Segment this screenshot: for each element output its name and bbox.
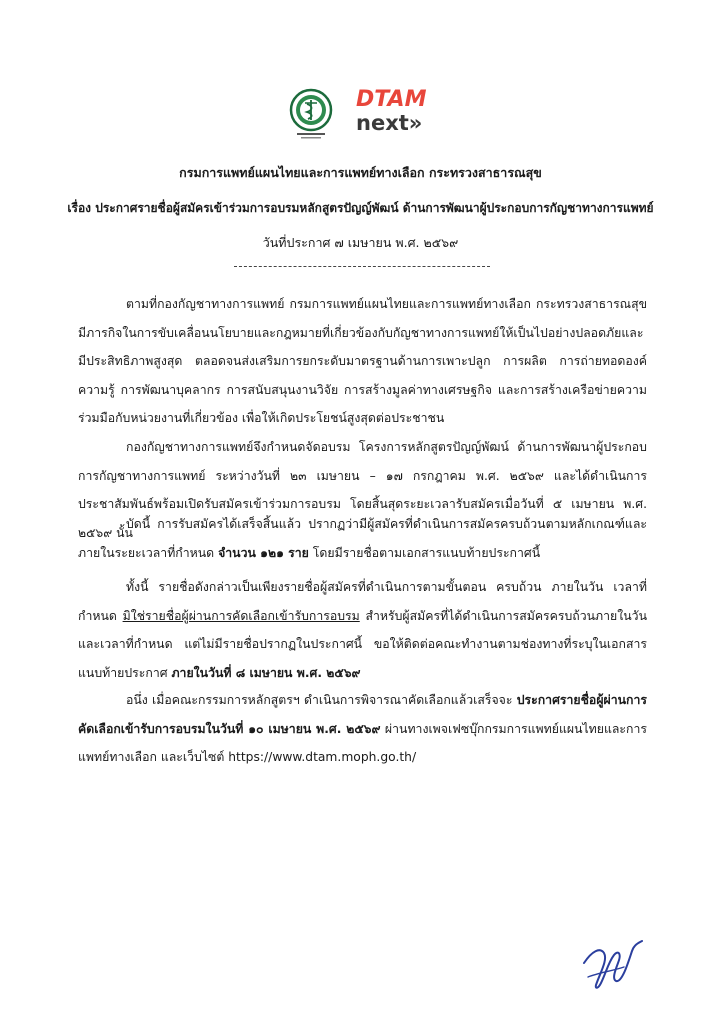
paragraph-applicant-count: [78, 510, 647, 567]
p4-text-c: สำหรับผู้สมัครที่ได้ดำเนินการสมัครครบถ้วนภายในวันและเวลาที่กำหนด แต่ไม่มีรายชื่อปรากฏในประกาศนี้ ขอให้ติดต่อคณะทำงานตามช่องทางที่ระบุในเอกสารแนบท้ายประกาศ: [78, 608, 647, 680]
result-date: ประกาศรายชื่อผู้ผ่านการคัดเลือกเข้ารับการอบรมในวันที่ ๑๐ เมษายน พ.ศ. ๒๕๖๙: [78, 693, 647, 736]
dtam-next-logo: [356, 88, 442, 138]
p3-text-a: บัดนี้ การรับสมัครได้เสร็จสิ้นแล้ว ปรากฏว่ามีผู้สมัครที่ดำเนินการสมัครครบถ้วนตามหลักเกณฑ์และภายในระยะเวลาที่กำหนด: [78, 517, 647, 560]
handwritten-signature-icon: [578, 933, 648, 995]
announcement-date: วันที่ประกาศ ๗ เมษายน พ.ศ. ๒๕๖๙: [262, 235, 459, 250]
department-title: กรมการแพทย์แผนไทยและการแพทย์ทางเลือก กระทรวงสาธารณสุข: [179, 165, 542, 180]
paragraph-result-announcement: [78, 686, 647, 772]
paragraph-background: ตามที่กองกัญชาทางการแพทย์ กรมการแพทย์แผนไทยและการแพทย์ทางเลือก กระทรวงสาธารณสุข มีภารกิจในการขับเคลื่อนนโยบายและกฎหมายที่เกี่ยวข้องกับกัญชาทางการแพทย์ให้เป็นไปอย่างปลอดภัยและมีประสิทธิภาพสูงสุด ตลอดจนส่งเสริมการยกระดับมาตรฐานด้านการเพาะปลูก การผลิต การถ่ายทอดองค์ความรู้ การพัฒนาบุคลากร การสนับสนุนงานวิจัย การสร้างมูลค่าทางเศรษฐกิจ และการสร้างเครือข่ายความร่วมมือกับหน่วยงานที่เกี่ยวข้อง เพื่อให้เกิดประโยชน์สูงสุดต่อประชาชน: [78, 297, 647, 425]
p4-text-a: ทั้งนี้ รายชื่อดังกล่าวเป็นเพียงรายชื่อผู้สมัครที่ดำเนินการตามขั้นตอน ครบถ้วน ภายในวัน เวลาที่กำหนด: [78, 580, 647, 623]
not-selected-notice: มิใช่รายชื่อผู้ผ่านการคัดเลือกเข้ารับการอบรม: [122, 608, 360, 623]
next-logo-text: next»: [356, 111, 423, 135]
p5-text-a: อนึ่ง เมื่อคณะกรรมการหลักสูตรฯ ดำเนินการพิจารณาคัดเลือกแล้วเสร็จจะ: [126, 693, 517, 707]
applicant-count: จำนวน ๑๒๑ ราย: [218, 545, 309, 560]
header-logos: [0, 86, 721, 140]
p5-text-c: ผ่านทางเพจเฟซบุ๊กกรมการแพทย์แผนไทยและการแพทย์ทางเลือก และเว็บไซต์ https://www.dtam.moph.go.th/: [78, 721, 647, 764]
ministry-seal-icon: [283, 86, 339, 140]
contact-deadline: ภายในวันที่ ๘ เมษายน พ.ศ. ๒๕๖๙: [171, 665, 361, 680]
dtam-logo-text: DTAM: [356, 87, 427, 112]
paragraph-notice: [78, 573, 647, 687]
announcement-subject: เรื่อง ประกาศรายชื่อผู้สมัครเข้าร่วมการอบรมหลักสูตรปัญญ์พัฒน์ ด้านการพัฒนาผู้ประกอบการกัญชาทางการแพทย์: [67, 201, 654, 215]
paragraph-training-info: กองกัญชาทางการแพทย์จึงกำหนดจัดอบรม โครงการหลักสูตรปัญญ์พัฒน์ ด้านการพัฒนาผู้ประกอบการกัญชาทางการแพทย์ ระหว่างวันที่ ๒๓ เมษายน – ๑๗ กรกฎาคม พ.ศ. ๒๕๖๙ และได้ดำเนินการประชาสัมพันธ์พร้อมเปิดรับสมัครเข้าร่วมการอบรม โดยสิ้นสุดระยะเวลารับสมัครเมื่อวันที่ ๕ เมษายน พ.ศ. ๒๕๖๙ นั้น: [78, 440, 647, 540]
divider-line: [234, 266, 490, 267]
p3-text-c: โดยมีรายชื่อตามเอกสารแนบท้ายประกาศนี้: [308, 545, 541, 560]
